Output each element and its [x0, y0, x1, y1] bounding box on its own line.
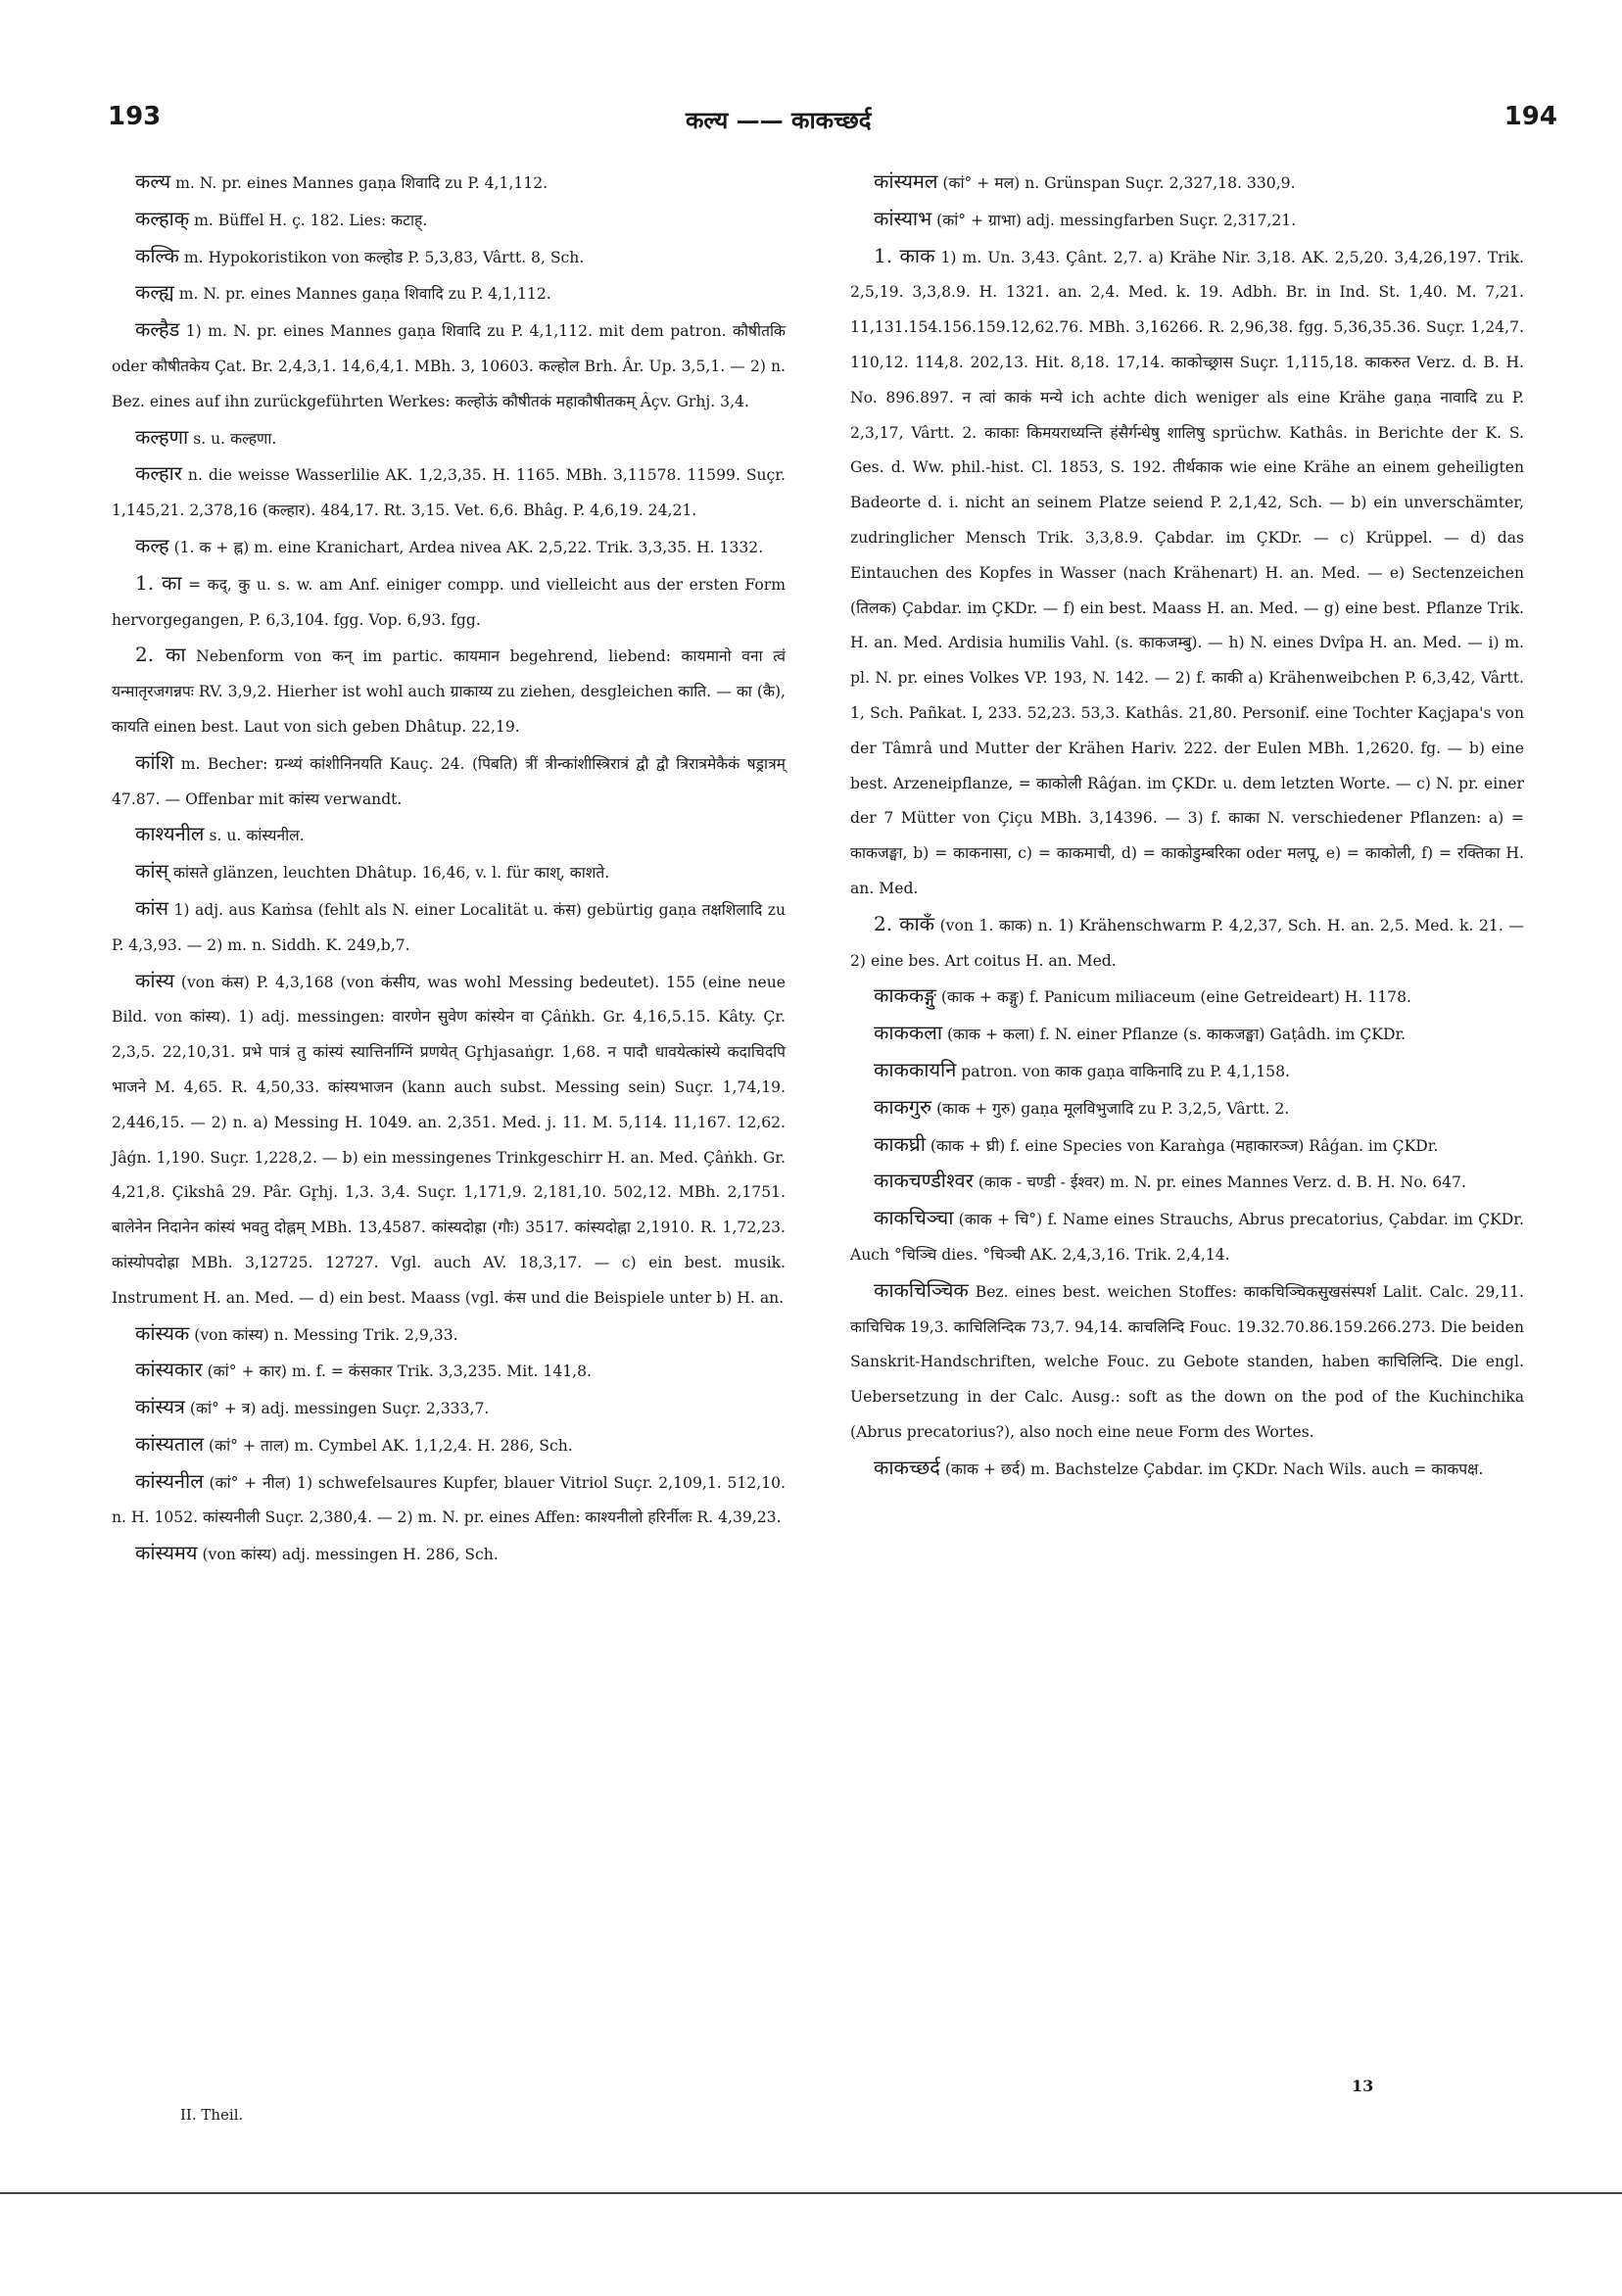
dictionary-entry: [112, 1536, 786, 1573]
dictionary-entry: [112, 1316, 786, 1354]
entry-headword: 1. का: [135, 570, 182, 595]
entry-headword: काकचिञ्चिक: [874, 1277, 969, 1302]
entry-headword: कल्हणा: [135, 424, 189, 449]
entry-text: (कां° + ग्राभा) adj. messingfarben Suçr. 2,317,21.: [931, 211, 1297, 229]
entry-text: (कां° + त्र) adj. messingen Suçr. 2,333,7.: [184, 1400, 490, 1418]
entry-headword: कांस्यत्र: [135, 1395, 185, 1419]
page-number-left: 193: [108, 102, 162, 131]
entry-headword: कांस्यताल: [135, 1431, 205, 1456]
dictionary-entry: [112, 964, 786, 1316]
dictionary-entry: [112, 1427, 786, 1464]
entry-text: m. Becher: ग्रन्थ्यं कांशीनिनयति Kauç. 24. (पिबति) त्रीं त्रीन्कांशीस्त्रिरात्रं द्वौ द्वौ त्रिरात्रमेकैकं षड्रात्रम् 47.87. — Offenbar mit कांस्य verwandt.: [112, 754, 786, 808]
entry-headword: कांस: [135, 895, 169, 920]
dictionary-entry: [850, 1164, 1524, 1201]
entry-text: (काक + कङ्गु) f. Panicum miliaceum (eine Getreideart) H. 1178.: [935, 988, 1411, 1007]
entry-headword: कल्हार: [135, 461, 182, 486]
dictionary-entry: [112, 165, 786, 202]
signature-mark: 13: [1352, 2077, 1374, 2095]
entry-headword: 1. काक: [874, 243, 935, 267]
entry-headword: कांस्: [135, 859, 169, 884]
dictionary-entry: [850, 202, 1524, 239]
entry-text: (कां° + कार) m. f. = कंसकार Trik. 3,3,235. Mit. 141,8.: [202, 1363, 592, 1381]
dictionary-entry: [112, 1390, 786, 1427]
entry-text: (1. क + ह्न) m. eine Kranichart, Ardea nivea AK. 2,5,22. Trik. 3,3,35. H. 1332.: [168, 538, 764, 556]
entry-headword: काककला: [874, 1021, 942, 1045]
dictionary-entry: [112, 239, 786, 276]
dictionary-entry: [112, 891, 786, 964]
entry-headword: कल्ह्य: [135, 280, 174, 305]
entry-text: (काक + कला) f. N. einer Pflanze (s. काकजङ्घा) Gaṭâdh. im ÇKDr.: [942, 1026, 1407, 1044]
dictionary-entry: [850, 165, 1524, 202]
entry-text: 1) m. N. pr. eines Mannes gaṇa शिवादि zu P. 4,1,112. mit dem patron. कौषीतकि oder कौषीतकेय Çat. Br. 2,4,3,1. 14,6,4,1. MBh. 3, 10603. कल्होल Brh. Âr. Up. 3,5,1. — 2) n. Bez. eines auf ihn zurückgeführten Werkes: कल्होऊं कौषीतकं महाकौषीतकम् Âçv. Grhj. 3,4.: [112, 322, 786, 410]
entry-headword: कांस्यक: [135, 1320, 190, 1345]
dictionary-entry: [112, 529, 786, 566]
entry-text: m. N. pr. eines Mannes gaṇa शिवादि zu P. 4,1,112.: [170, 174, 549, 192]
entry-headword: काकचिञ्चा: [874, 1206, 954, 1230]
entry-headword: कांस्यमय: [135, 1541, 198, 1565]
dictionary-entry: [112, 817, 786, 854]
entry-headword: कांशि: [135, 749, 174, 774]
left-column: [112, 165, 786, 1573]
entry-headword: कल्य: [135, 169, 171, 193]
entry-text: (काक + चि°) f. Name eines Strauchs, Abrus precatorius, Çabdar. im ÇKDr. Auch °चिञ्चि dies. °चिञ्ची AK. 2,4,3,16. Trik. 2,4,14.: [850, 1211, 1524, 1264]
dictionary-entry: [112, 854, 786, 891]
dictionary-entry: [112, 456, 786, 529]
entry-text: 1) adj. aus Kaṁsa (fehlt als N. einer Localität u. कंस) gebürtig gaṇa तक्षशिलादि zu P. 4,3,93. — 2) m. n. Siddh. K. 249,b,7.: [112, 900, 786, 954]
entry-text: (काक + गुरु) gaṇa मूलविभुजादि zu P. 3,2,5, Vârtt. 2.: [931, 1099, 1290, 1118]
entry-text: 1) m. Un. 3,43. Çânt. 2,7. a) Krähe Nir. 3,18. AK. 2,5,20. 3,4,26,197. Trik. 2,5,19. 3,3,8.9. H. 1321. an. 2,4. Med. k. 19. Adbh. Br. in Ind. St. 1,40. M. 7,21. 11,131.154.156.159.12,62.76. MBh. 3,16266. R. 2,96,38. fgg. 5,36,35.36. Suçr. 1,24,7. 110,12. 114,8. 202,13. Hit. 8,18. 17,14. काकोच्छ्रास Suçr. 1,115,18. काकरुत Verz. d. B. H. No. 896.897. न त्वां काकं मन्ये ich achte dich weniger als eine Krähe gaṇa नावादि zu P. 2,3,17, Vârtt. 2. काकाः किमयराध्यन्ति हंसैर्गन्धेषु शालिषु sprüchw. Kathâs. in Berichte der K. S. Ges. d. Ww. phil.-hist. Cl. 1853, S. 192. तीर्थकाक wie eine Krähe an einem geheiligten Badeorte d. i. nicht an seinem Platze seiend P. 2,1,42, Sch. — b) ein unverschämter, zudringlicher Mensch Trik. 3,3,8.9. Çabdar. im ÇKDr. — c) Krüppel. — d) das Eintauchen des Kopfes in Wasser (nach Krähenart) H. an. Med. — e) Sectenzeichen (तिलक) Çabdar. im ÇKDr. — f) ein best. Maass H. an. Med. — g) eine best. Pflanze Trik. H. an. Med. Ardisia humilis Vahl. (s. काकजम्बु). — h) N. eines Dvîpa H. an. Med. — i) m. pl. N. pr. eines Volkes VP. 193, N. 142. — 2) f. काकी a) Krähenweibchen P. 6,3,42, Vârtt. 1, Sch. Pañkat. I, 233. 52,23. 53,3. Kathâs. 21,80. Personif. eine Tochter Kaçjapa's von der Tâmrâ und Mutter der Krähen Hariv. 222. der Eulen MBh. 1,2620. fg. — b) eine best. Arzeneipflanze, = काकोली Râǵan. im ÇKDr. u. dem letzten Worte. — c) N. pr. einer der 7 Mütter von Çiçu MBh. 3,14396. — 3) f. काका N. verschiedener Pflanzen: a) = काकजङ्घा, b) = काकनासा, c) = काकमाची, d) = काकोडुम्बरिका oder मलपू, e) = काकोली, f) = रक्तिका H. an. Med.: [850, 248, 1524, 897]
entry-headword: 2. का: [135, 643, 186, 667]
entry-text: m. Hypokoristikon von कल्होड P. 5,3,83, Vârtt. 8, Sch.: [178, 248, 585, 266]
entry-text: s. u. कांस्यनील.: [204, 827, 305, 845]
entry-text: (कां° + ताल) m. Cymbel AK. 1,1,2,4. H. 286, Sch.: [204, 1436, 573, 1455]
entry-text: n. die weisse Wasserlilie AK. 1,2,3,35. H. 1165. MBh. 3,11578. 11599. Suçr. 1,145,21. 2,378,16 (कल्हार). 484,17. Rt. 3,15. Vet. 6,6. Bhâg. P. 4,6,19. 24,21.: [112, 466, 786, 520]
entry-text: (कां° + मल) n. Grünspan Suçr. 2,327,18. 330,9.: [937, 174, 1296, 192]
entry-text: (कां° + नील) 1) schwefelsaures Kupfer, blauer Vitriol Suçr. 2,109,1. 512,10. n. H. 1052. कांस्यनीली Suçr. 2,380,4. — 2) m. N. pr. eines Affen: काश्यनीलो हरिर्नीलः R. 4,39,23.: [112, 1473, 786, 1527]
entry-headword: कल्हैड: [135, 317, 180, 342]
entry-headword: काकचण्डीश्वर: [874, 1169, 974, 1193]
entry-text: (von कंस) P. 4,3,168 (von कंसीय, was wohl Messing bedeutet). 155 (eine neue Bild. von कांस्य). 1) adj. messingen: वारणेन सुवेण कांस्येन वा Çâṅkh. Gr. 4,16,5.15. Kâty. Çr. 2,3,5. 22,10,31. प्रभे पात्रं तु कांस्यं स्यात्तिर्नाग्निं प्रणयेत् Gr̥hjasaṅgr. 1,68. न पादौ धावयेत्कांस्ये कदाचिदपि भाजने M. 4,65. R. 4,50,33. कांस्यभाजन (kann auch subst. Messing sein) Suçr. 1,74,19. 2,446,15. — 2) n. a) Messing H. 1049. an. 2,351. Med. j. 11. M. 5,114. 11,167. 12,62. Jâǵn. 1,190. Suçr. 1,228,2. — b) ein messingenes Trinkgeschirr H. an. Med. Çâṅkh. Gr. 4,21,8. Çikshâ 29. Pâr. Gr̥hj. 1,3. 3,4. Suçr. 1,171,9. 2,181,10. 502,12. MBh. 2,1751. बालेनेन निदानेन कांस्यं भवतु दोह्नम् MBh. 13,4587. कांस्यदोह्रा (गौः) 3517. कांस्यदोह्ना 2,1910. R. 1,72,23. कांस्योपदोह्रा MBh. 3,12725. 12727. Vgl. auch AV. 18,3,17. — c) ein best. musik. Instrument H. an. Med. — d) ein best. Maass (vgl. कंस und die Beispiele unter b) H. an.: [112, 973, 786, 1307]
entry-text: patron. von काक gaṇa वाकिनादि zu P. 4,1,158.: [956, 1062, 1290, 1080]
entry-headword: कांस्यकार: [135, 1358, 203, 1382]
entry-headword: कांस्यनील: [135, 1468, 204, 1493]
entry-headword: कल्कि: [135, 243, 179, 267]
dictionary-entry: [850, 1053, 1524, 1090]
dictionary-entry: [112, 1464, 786, 1537]
entry-headword: कांस्यमल: [874, 169, 938, 193]
entry-text: (von कांस्य) n. Messing Trik. 2,9,33.: [189, 1325, 458, 1344]
dictionary-entry: [112, 312, 786, 419]
entry-text: m. N. pr. eines Mannes gaṇa शिवादि zu P. 4,1,112.: [173, 285, 551, 304]
volume-note: II. Theil.: [180, 2106, 244, 2124]
entry-text: (von 1. काक) n. 1) Krähenschwarm P. 4,2,37, Sch. H. an. 2,5. Med. k. 21. — 2) eine bes. Art coitus H. an. Med.: [850, 916, 1524, 970]
page-header: [108, 102, 1557, 141]
dictionary-entry: [112, 275, 786, 312]
entry-headword: कल्ह: [135, 533, 169, 557]
entry-text: (von कांस्य) adj. messingen H. 286, Sch.: [197, 1546, 499, 1564]
entry-headword: काकच्छर्द: [874, 1455, 940, 1479]
dictionary-entry: [112, 202, 786, 239]
dictionary-entry: [850, 239, 1524, 907]
entry-text: Nebenform von कन् im partic. कायमान begehrend, liebend: कायमानो वना त्वं यन्मातृरजगन्नपः RV. 3,9,2. Hierher ist wohl auch ग्राकाय्य zu ziehen, desgleichen काति. — का (कै), कायति einen best. Laut von sich geben Dhâtup. 22,19.: [112, 647, 786, 736]
entry-headword: काकघ्री: [874, 1131, 926, 1156]
entry-text: (काक + घ्री) f. eine Species von Karaǹga (महाकारञ्ज) Râǵan. im ÇKDr.: [925, 1136, 1439, 1155]
dictionary-entry: [112, 745, 786, 818]
dictionary-entry: [112, 420, 786, 457]
dictionary-entry: [850, 979, 1524, 1016]
entry-headword: काककङ्गु: [874, 983, 936, 1008]
page-number-right: 194: [1503, 102, 1557, 131]
right-column: [850, 165, 1524, 1487]
entry-headword: 2. काकँ: [874, 911, 934, 935]
entry-text: (काक + छर्द) m. Bachstelze Çabdar. im ÇKDr. Nach Wils. auch = काकपक्ष.: [939, 1459, 1484, 1478]
entry-headword: कांस्याभ: [874, 206, 932, 230]
dictionary-entry: [850, 1451, 1524, 1488]
dictionary-entry: [112, 1353, 786, 1390]
entry-headword: काककायनि: [874, 1057, 957, 1081]
entry-headword: कांस्य: [135, 968, 174, 992]
running-title: कल्य —— काकच्छर्द: [686, 106, 872, 134]
entry-headword: काश्यनील: [135, 822, 205, 846]
dictionary-entry: [850, 1201, 1524, 1273]
entry-text: कांसते glänzen, leuchten Dhâtup. 16,46, v. l. für काश्, काशते.: [168, 864, 610, 883]
entry-text: = कद्, कु u. s. w. am Anf. einiger compp. und vielleicht aus der ersten Form hervorgegangen, P. 6,3,104. fgg. Vop. 6,93. fgg.: [112, 575, 786, 629]
entry-text: s. u. कल्हणा.: [188, 429, 277, 448]
dictionary-entry: [850, 907, 1524, 980]
dictionary-entry: [850, 1273, 1524, 1451]
dictionary-entry: [850, 1090, 1524, 1127]
dictionary-entry: [850, 1016, 1524, 1053]
entry-headword: काकगुरु: [874, 1094, 932, 1119]
entry-text: m. Büffel H. ç. 182. Lies: कटाह्.: [189, 211, 428, 229]
bottom-rule: [0, 2192, 1622, 2194]
entry-headword: कल्हाक्: [135, 206, 190, 230]
dictionary-entry: [112, 566, 786, 639]
entry-text: Bez. eines best. weichen Stoffes: काकचिञ्चिकसुखसंस्पर्श Lalit. Calc. 29,11. काचिचिक 19,3. काचिलिन्दिक 73,7. 94,14. काचलिन्दि Fouc. 19.32.70.86.159.266.273. Die beiden Sanskrit-Handschriften, welche Fouc. zu Gebote standen, haben काचिलिन्दि. Die engl. Uebersetzung in der Calc. Ausg.: soft as the down on the pod of the Kuchinchika (Abrus precatorius?), also noch eine neue Form des Wortes.: [850, 1282, 1524, 1441]
dictionary-entry: [850, 1127, 1524, 1165]
dictionary-entry: [112, 638, 786, 744]
entry-text: (काक - चण्डी - ईश्वर) m. N. pr. eines Mannes Verz. d. B. H. No. 647.: [973, 1173, 1466, 1192]
